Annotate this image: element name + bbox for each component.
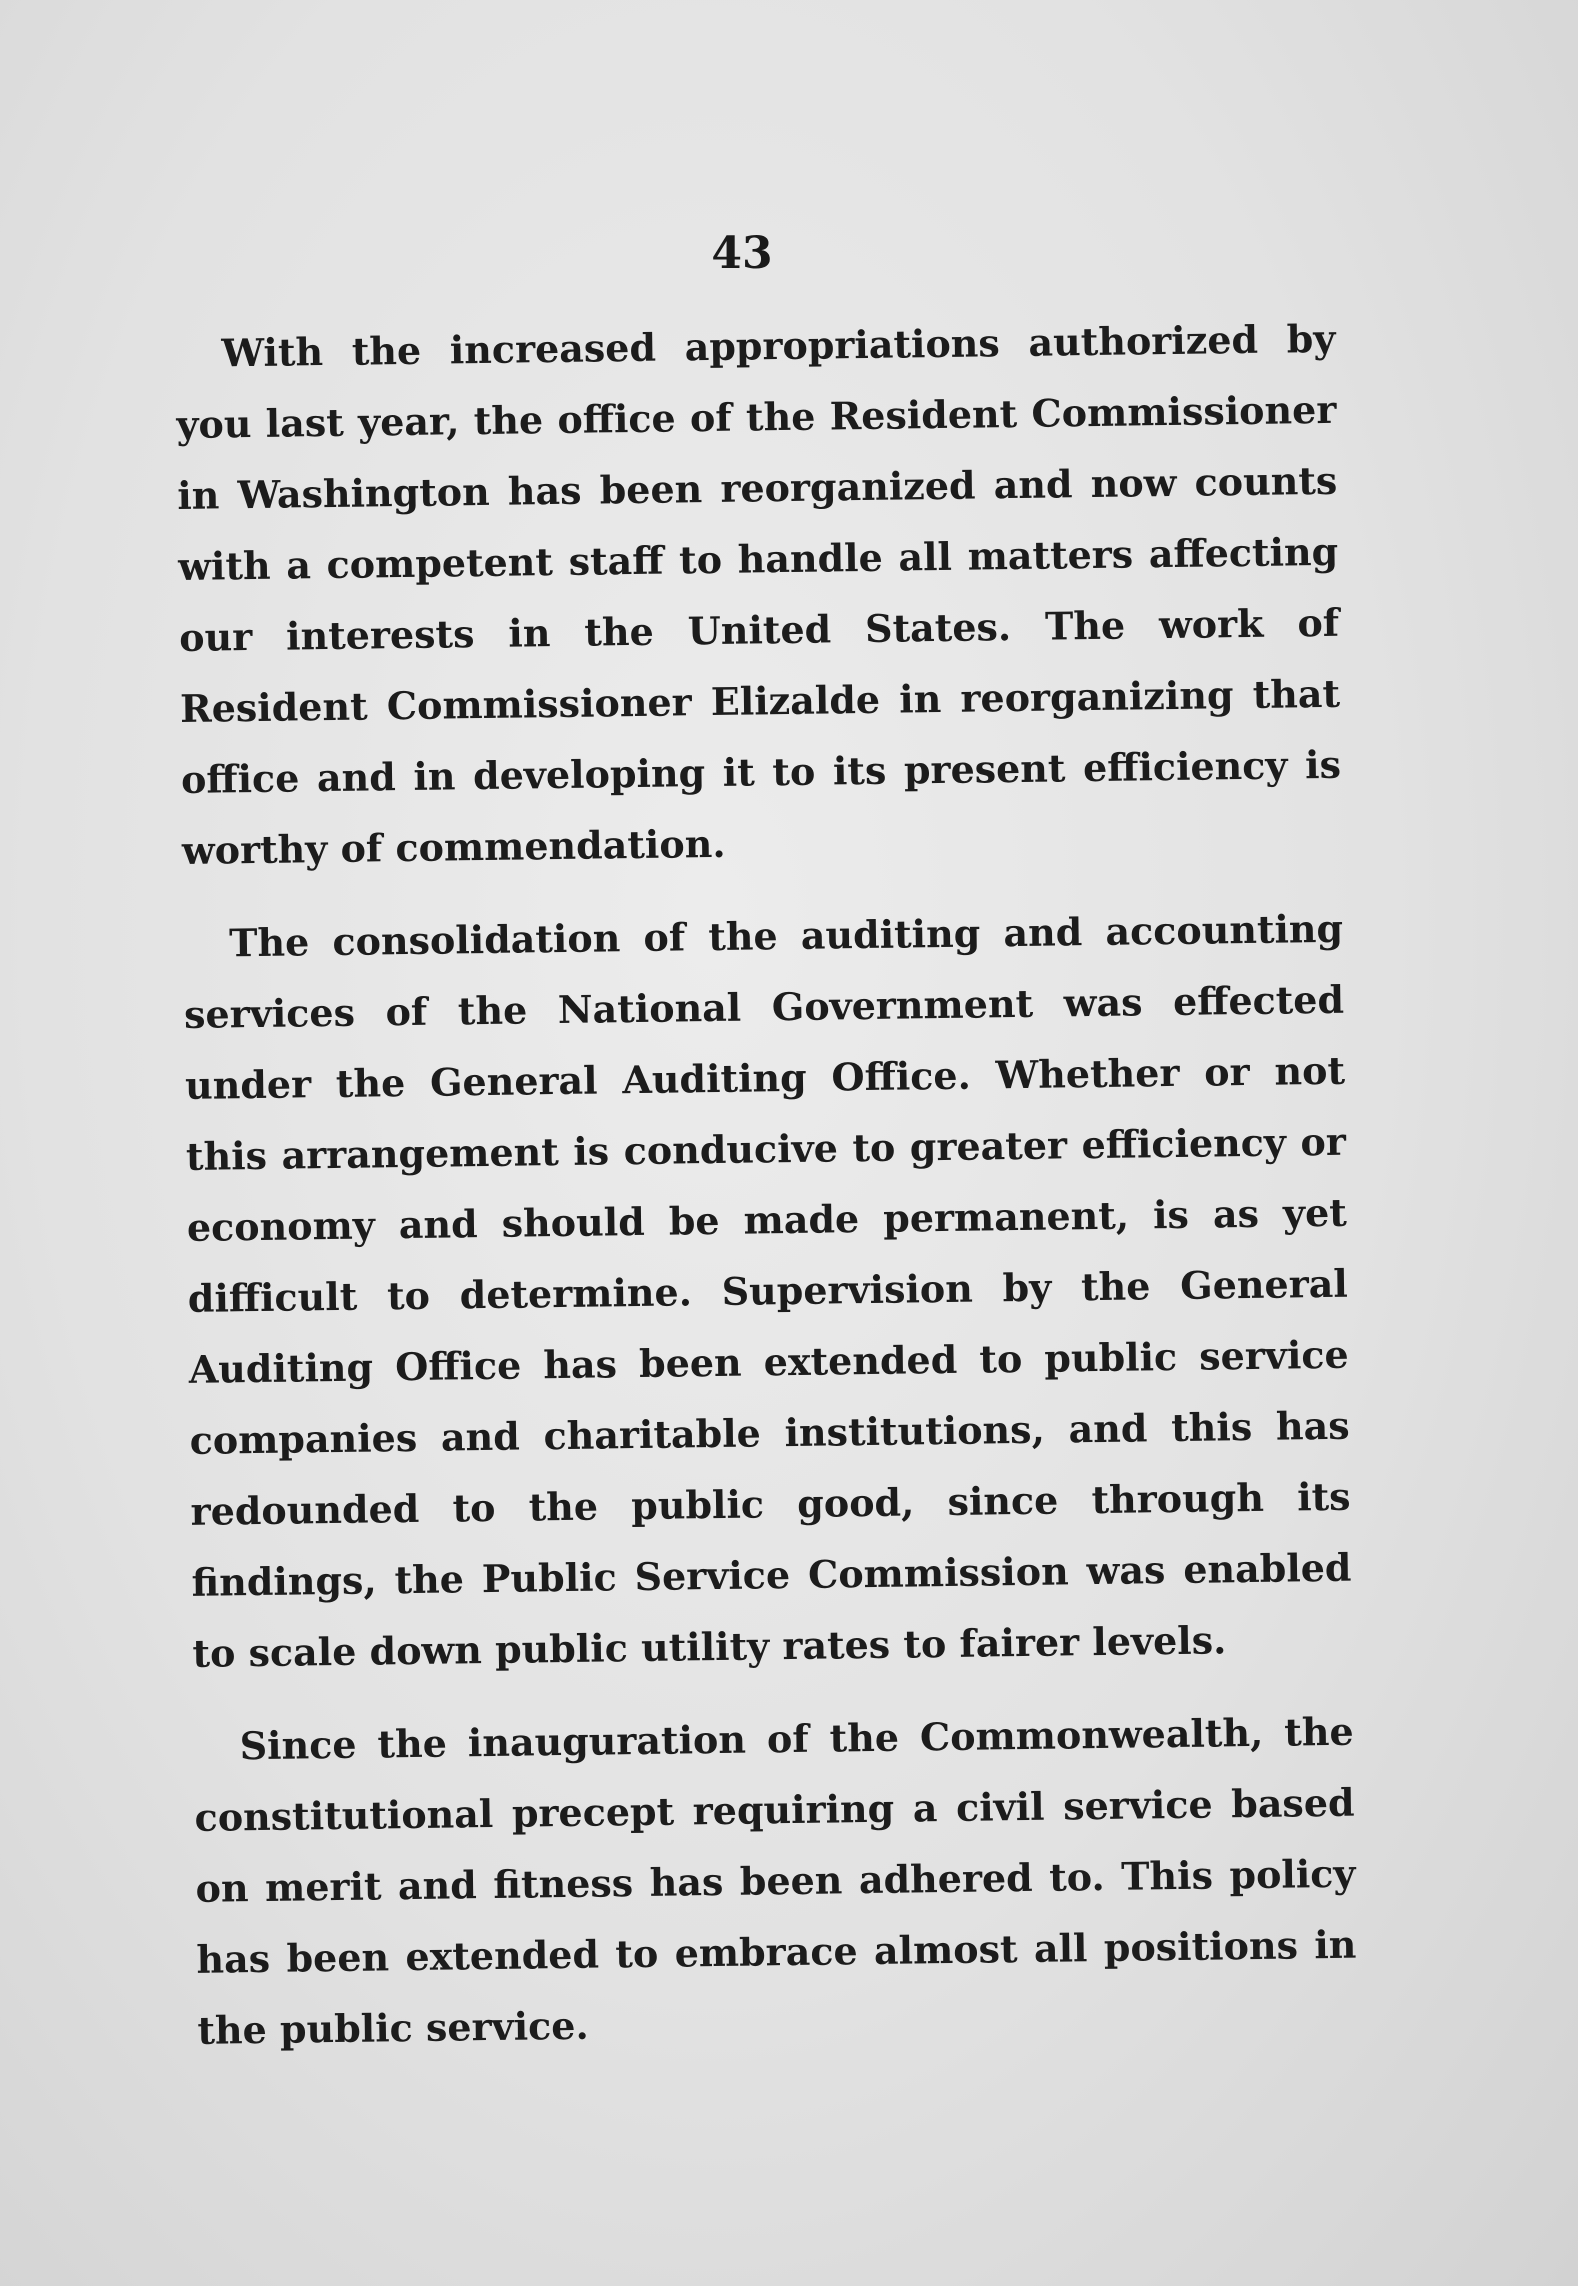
paragraph-civil-service: Since the inauguration of the Commonwealth, the constitutional precept requiring a civil service based on merit and fitness has been adhered to. This policy has been extended to embrace almost all positions in the public service. [194,1708,1357,2053]
page-number: 43 [711,228,773,279]
body-text [175,303,1358,2088]
paragraph-resident-commissioner: With the increased appropriations authorized by you last year, the office of the Resident Commissioner in Washington has been reorganized and now counts with a competent staff to handle all matters affecting our interests in the United States. The work of Resident Commissioner Elizalde in reorganizing that office and in developing it to its present efficiency is worthy of commendation. [176,315,1342,873]
paragraph-auditing-consolidation: The consolidation of the auditing and accounting services of the National Government was effected under the General Auditing Office. Whether or not this arrangement is conducive to greater efficiency or economy and should be made permanent, is as yet difficult to determine. Supervision by the General Auditing Office has been extended to public service companies and charitable institutions, and this has redounded to the public good, since through its findings, the Public Service Commission was enabled to scale down public utility rates to fairer levels. [183,905,1352,1676]
